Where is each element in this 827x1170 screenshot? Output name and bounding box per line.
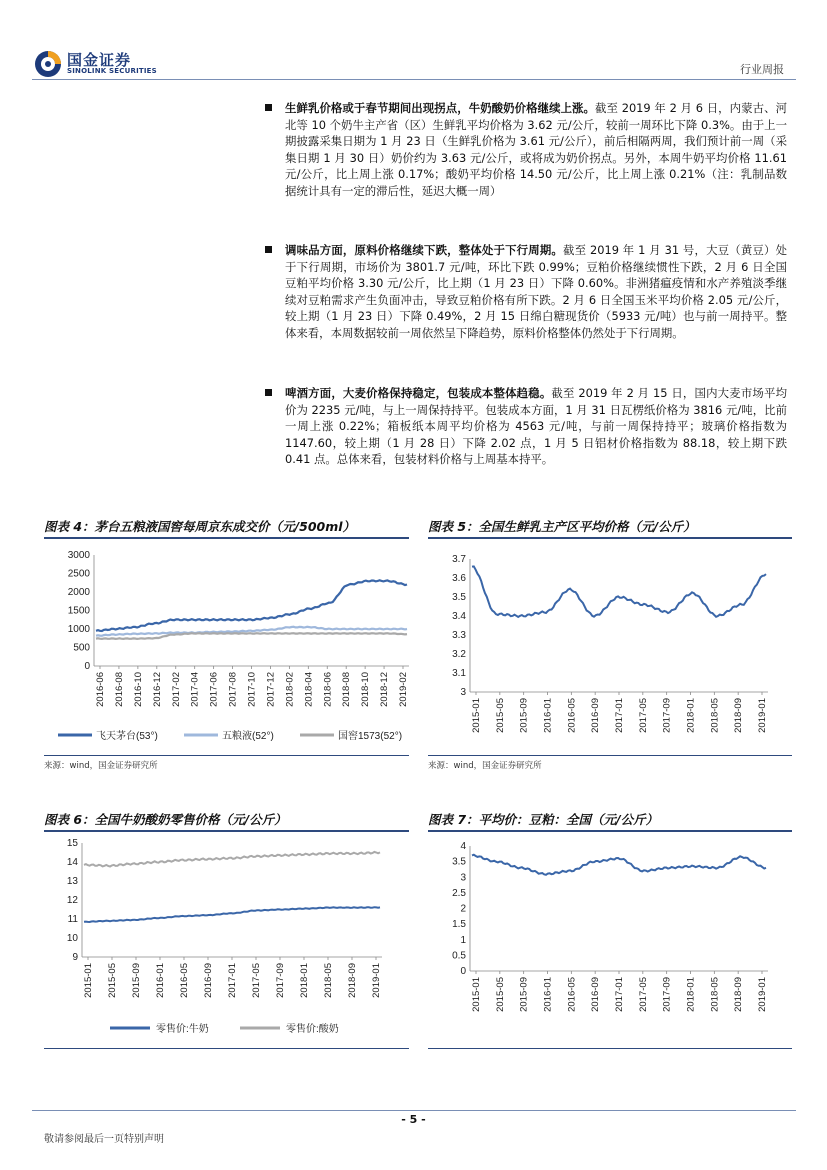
chart7-y-tick-label: 2.5 (452, 887, 466, 899)
chart7-x-tick-label: 2016-09 (590, 977, 602, 1012)
chart4-y-tick-label: 3000 (67, 550, 90, 561)
chart6-title: 图表 6：全国牛奶酸奶零售价格（元/公斤） (44, 812, 287, 827)
chart7-y-tick-label: 4 (460, 841, 466, 852)
chart7-x-tick-label: 2015-09 (518, 977, 530, 1012)
chart4-x-tick-label: 2018-10 (360, 672, 372, 707)
bullet-condiment (285, 242, 787, 342)
chart4-x-tick-label: 2018-02 (284, 672, 296, 707)
chart5-title: 图表 5：全国生鲜乳主产区平均价格（元/公斤） (428, 519, 696, 534)
chart7-y-tick-label: 3 (460, 872, 466, 884)
chart4-x-tick-label: 2018-12 (379, 672, 391, 707)
chart4-panel (44, 517, 409, 771)
chart4-x-tick-label: 2017-10 (246, 672, 258, 707)
bullet-beer-heading: 啤酒方面，大麦价格保持稳定，包装成本整体趋稳。 (285, 386, 552, 400)
chart7-svg (428, 832, 792, 1044)
chart7-panel (428, 810, 792, 1049)
chart6-y-tick-label: 11 (67, 914, 78, 925)
chart4-series-line (96, 580, 407, 631)
bullet-dairy-text: 截至 2019 年 2 月 6 日，内蒙古、河北等 10 个奶牛主产省（区）生鲜乳平均价格为 3.62 元/公斤，较前一周环比下降 0.3%。由于上一期披露采集日期为 1 月 23 日（生鲜乳价格为 3.61 元/公斤），前后相隔两周，我们预计前一周（采集日期 1 月 30 日）奶价约为 3.63 元/公斤，或将成为奶价拐点。另外，本周牛奶平均价格 11.61 元/公斤，比上周上涨 0.17%；酸奶平均价格 14.50 元/公斤，比上周上涨 0.21%（注：乳制品数据统计具有一定的滞后性，延迟大概一周） (285, 101, 787, 198)
chart6-x-tick-label: 2018-01 (299, 963, 310, 998)
chart6-legend-label: 零售价:酸奶 (286, 1024, 339, 1035)
chart4-y-tick-label: 2000 (67, 587, 90, 598)
chart5-x-tick-label: 2018-05 (709, 698, 721, 733)
chart7-series-line (472, 855, 766, 875)
chart5-y-tick-label: 3.3 (452, 630, 466, 641)
chart6-y-tick-label: 10 (66, 933, 78, 944)
chart6-x-tick-label: 2015-09 (131, 963, 142, 998)
chart7-x-tick-label: 2017-01 (614, 977, 625, 1012)
chart6-y-tick-label: 14 (66, 857, 78, 868)
chart7-title: 图表 7：平均价：豆粕：全国（元/公斤） (428, 812, 659, 827)
page-number: - 5 - (401, 1113, 426, 1126)
chart4-x-tick-label: 2017-12 (265, 672, 277, 707)
chart4-x-tick-label: 2017-06 (208, 672, 220, 707)
chart6-svg (44, 832, 409, 1044)
bullet-beer (285, 385, 787, 468)
chart4-x-tick-label: 2016-06 (95, 672, 106, 707)
footer-divider (32, 1110, 796, 1111)
chart5-y-tick-label: 3.5 (452, 592, 466, 603)
bullet-square-icon (265, 389, 272, 396)
chart6-x-tick-label: 2017-09 (275, 963, 286, 998)
chart6-series-line (84, 852, 380, 867)
chart7-x-tick-label: 2015-05 (494, 977, 506, 1012)
logo-text-cn: 国金证券 (67, 51, 132, 69)
chart7-y-tick-label: 1.5 (452, 919, 466, 931)
chart6-x-tick-label: 2016-01 (155, 963, 166, 998)
chart5-x-tick-label: 2016-01 (542, 698, 554, 733)
chart5-x-tick-label: 2017-09 (661, 698, 673, 733)
chart4-x-tick-label: 2016-10 (132, 672, 144, 707)
chart4-legend-label: 国窖1573(52°) (338, 731, 403, 742)
chart6-x-tick-label: 2018-09 (347, 963, 358, 998)
chart6-panel (44, 810, 409, 1049)
bullet-beer-text: 截至 2019 年 2 月 15 日，国内大麦市场平均价为 2235 元/吨，与上一周保持持平。包装成本方面，1 月 31 日瓦楞纸价格为 3816 元/吨，比前一周上涨 0.22%；箱板纸本周平均价格为 4563 元/吨，与前一周保持持平；玻璃价格指数为 1147.60，较上期（1 月 28 日）下降 2.02 点，1 月 5 日铝材价格指数为 88.18，较上期下跌 0.41 点。总体来看，包装材料价格与上周基本持平。 (285, 386, 787, 467)
chart4-y-tick-label: 2500 (67, 568, 90, 580)
chart5-y-tick-label: 3 (460, 687, 466, 698)
chart7-x-tick-label: 2018-09 (733, 977, 745, 1012)
chart5-y-tick-label: 3.4 (452, 611, 466, 622)
chart4-y-tick-label: 1500 (67, 605, 90, 617)
chart6-y-tick-label: 13 (66, 876, 78, 887)
chart4-x-tick-label: 2017-02 (170, 672, 182, 707)
chart4-source: 来源：wind，国金证券研究所 (44, 761, 158, 771)
chart7-y-tick-label: 2 (460, 903, 466, 915)
chart7-x-tick-label: 2017-05 (637, 977, 649, 1012)
chart4-x-tick-label: 2019-02 (398, 672, 409, 707)
bullet-square-icon (265, 246, 272, 253)
chart7-x-tick-label: 2018-05 (709, 977, 721, 1012)
chart5-x-tick-label: 2016-09 (590, 698, 602, 733)
chart6-y-tick-label: 9 (72, 952, 78, 963)
chart4-x-tick-label: 2016-08 (113, 672, 125, 707)
chart7-x-tick-label: 2015-01 (471, 977, 482, 1012)
chart7-x-tick-label: 2016-05 (566, 977, 578, 1012)
sinolink-logo-icon (34, 50, 62, 78)
chart4-x-tick-label: 2016-12 (151, 672, 163, 707)
chart6-x-tick-label: 2016-05 (179, 963, 190, 998)
chart7-x-tick-label: 2018-01 (685, 977, 697, 1012)
chart6-x-tick-label: 2017-01 (227, 963, 238, 998)
chart5-x-tick-label: 2018-09 (733, 698, 745, 733)
chart7-x-tick-label: 2016-01 (542, 977, 554, 1012)
chart4-x-tick-label: 2018-04 (303, 672, 315, 707)
chart5-y-tick-label: 3.1 (452, 668, 466, 679)
chart5-x-tick-label: 2016-05 (566, 698, 578, 733)
chart4-x-tick-label: 2017-08 (227, 672, 239, 707)
chart5-y-tick-label: 3.2 (452, 649, 466, 660)
chart7-y-tick-label: 1 (460, 934, 466, 946)
chart6-series-line (84, 907, 380, 922)
chart7-y-tick-label: 0.5 (452, 950, 466, 962)
header-divider (32, 79, 796, 80)
bullet-dairy-heading: 生鲜乳价格或于春节期间出现拐点，牛奶酸奶价格继续上涨。 (285, 101, 596, 115)
chart6-legend-label: 零售价:牛奶 (156, 1024, 209, 1035)
chart6-x-tick-label: 2017-05 (251, 963, 262, 998)
chart4-x-tick-label: 2018-06 (322, 672, 334, 707)
chart4-legend-label: 五粮液(52°) (222, 731, 274, 742)
chart6-x-tick-label: 2019-01 (371, 963, 382, 998)
chart4-y-tick-label: 1000 (67, 624, 90, 635)
chart7-y-tick-label: 3.5 (452, 856, 466, 868)
chart6-x-tick-label: 2018-05 (323, 963, 334, 998)
bullet-condiment-heading: 调味品方面，原料价格继续下跌，整体处于下行周期。 (285, 243, 563, 257)
chart5-x-tick-label: 2015-01 (471, 698, 482, 733)
chart4-bottom-rule (44, 755, 409, 756)
chart7-x-tick-label: 2017-09 (661, 977, 673, 1012)
chart6-x-tick-label: 2015-01 (83, 963, 94, 998)
chart5-x-tick-label: 2015-09 (518, 698, 530, 733)
chart4-y-tick-label: 0 (84, 661, 90, 672)
chart5-panel (428, 517, 792, 771)
chart5-y-tick-label: 3.6 (452, 573, 466, 584)
chart4-y-tick-label: 500 (73, 642, 90, 654)
chart5-x-tick-label: 2018-01 (685, 698, 697, 733)
bullet-condiment-text: 截至 2019 年 1 月 31 号，大豆（黄豆）处于下行周期，市场价为 3801.7 元/吨，环比下跌 0.99%；豆粕价格继续惯性下跌，2 月 6 日全国豆粕平均价格 3.30 元/公斤，比上期（1 月 23 日）下降 0.60%。非洲猪瘟疫情和水产养殖淡季继续对豆粕需求产生负面冲击，导致豆粕价格有所下跌。2 月 6 日全国玉米平均价格 2.05 元/公斤，较上期（1 月 23 日）下降 0.49%，2 月 15 日绵白糖现货价（5933 元/吨）也与前一周持平。整体来看，本周数据较前一周依然呈下降趋势，原料价格整体仍然处于下行周期。 (285, 243, 787, 340)
chart6-x-tick-label: 2016-09 (203, 963, 214, 998)
chart5-source: 来源：wind，国金证券研究所 (428, 761, 542, 771)
chart5-bottom-rule (428, 755, 792, 756)
chart6-y-tick-label: 12 (66, 895, 78, 906)
chart4-x-tick-label: 2018-08 (341, 672, 353, 707)
disclaimer: 敬请参阅最后一页特别声明 (44, 1134, 164, 1145)
chart6-bottom-rule (44, 1048, 409, 1049)
chart6-x-tick-label: 2015-05 (107, 963, 118, 998)
logo-text-en: SINOLINK SECURITIES (67, 67, 157, 75)
chart5-series-line (472, 566, 766, 617)
chart5-x-tick-label: 2017-05 (637, 698, 649, 733)
chart7-y-tick-label: 0 (460, 966, 466, 977)
chart5-x-tick-label: 2019-01 (757, 698, 768, 733)
chart5-svg (428, 539, 792, 751)
chart7-bottom-rule (428, 1048, 792, 1049)
chart4-svg (44, 539, 409, 751)
bullet-square-icon (265, 104, 272, 111)
chart4-legend-label: 飞天茅台(53°) (96, 731, 158, 742)
chart5-x-tick-label: 2015-05 (494, 698, 506, 733)
chart7-x-tick-label: 2019-01 (757, 977, 768, 1012)
chart5-x-tick-label: 2017-01 (614, 698, 625, 733)
chart4-x-tick-label: 2017-04 (189, 672, 201, 707)
chart4-title: 图表 4：茅台五粮液国窖每周京东成交价（元/500ml） (44, 519, 356, 534)
report-type: 行业周报 (740, 63, 784, 76)
bullet-dairy (285, 100, 787, 200)
chart5-y-tick-label: 3.7 (452, 554, 466, 565)
chart6-y-tick-label: 15 (66, 838, 78, 849)
